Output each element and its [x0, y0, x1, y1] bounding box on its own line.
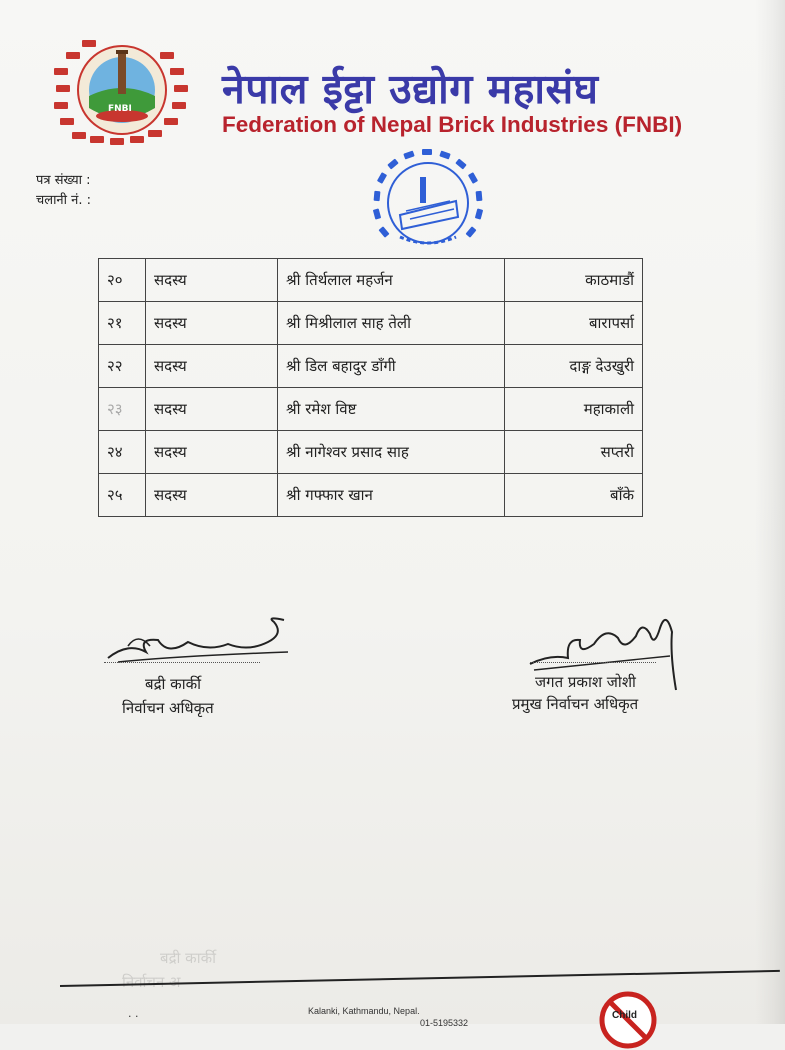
- page-edge-shadow: [755, 0, 785, 1024]
- bleed-through-text: निर्वाचन अ: [122, 973, 181, 991]
- member-name: श्री गफ्फार खान: [278, 474, 505, 517]
- serial-number: २३: [99, 388, 146, 431]
- bleed-through-text: बद्री कार्की: [160, 949, 216, 967]
- member-role: सदस्य: [146, 302, 278, 345]
- serial-number: २५: [99, 474, 146, 517]
- fnbi-logo: [52, 30, 192, 145]
- letter-number-label: पत्र संख्या :: [36, 173, 91, 188]
- member-name: श्री रमेश विष्ट: [278, 388, 505, 431]
- table-row: [99, 259, 643, 302]
- official-stamp-icon: [370, 145, 490, 265]
- member-district: महाकाली: [505, 388, 643, 431]
- member-role: सदस्य: [146, 474, 278, 517]
- serial-number: २४: [99, 431, 146, 474]
- member-name: श्री तिर्थलाल महर्जन: [278, 259, 505, 302]
- table-row: [99, 345, 643, 388]
- member-name: श्री मिश्रीलाल साह तेली: [278, 302, 505, 345]
- title-nepali: नेपाल ईट्टा उद्योग महासंघ: [222, 65, 599, 113]
- members-table: [98, 258, 643, 517]
- footer-phone: 01-5195332: [420, 1018, 469, 1028]
- member-district: सप्तरी: [505, 431, 643, 474]
- member-district: दाङ्ग देउखुरी: [505, 345, 643, 388]
- logo-text: FNBI: [108, 104, 132, 114]
- table-row: [99, 474, 643, 517]
- member-name: श्री नागेश्वर प्रसाद साह: [278, 431, 505, 474]
- member-role: सदस्य: [146, 388, 278, 431]
- member-name: श्री डिल बहादुर डाँगी: [278, 345, 505, 388]
- dispatch-number-label: चलानी नं. :: [36, 193, 92, 208]
- member-role: सदस्य: [146, 431, 278, 474]
- footer-address: Kalanki, Kathmandu, Nepal.: [308, 1006, 420, 1016]
- member-district: काठमाडौं: [505, 259, 643, 302]
- no-child-badge-text: Child: [612, 1010, 637, 1021]
- member-role: सदस्य: [146, 345, 278, 388]
- right-signature-line: [530, 662, 656, 663]
- left-signatory-name: बद्री कार्की: [145, 675, 201, 693]
- left-signature-line: [104, 662, 260, 663]
- footer-left-fragment: · ·: [128, 1010, 139, 1023]
- table-row: [99, 302, 643, 345]
- serial-number: २०: [99, 259, 146, 302]
- left-signatory-title: निर्वाचन अधिकृत: [122, 699, 214, 717]
- serial-number: २२: [99, 345, 146, 388]
- table-row: [99, 431, 643, 474]
- title-english: Federation of Nepal Brick Industries (FNBI): [222, 112, 683, 137]
- table-row: [99, 388, 643, 431]
- right-signatory-name: जगत प्रकाश जोशी: [535, 673, 636, 691]
- member-role: सदस्य: [146, 259, 278, 302]
- member-district: बाँके: [505, 474, 643, 517]
- member-district: बारापर्सा: [505, 302, 643, 345]
- right-signatory-title: प्रमुख निर्वाचन अधिकृत: [512, 695, 639, 713]
- left-signature: [98, 612, 298, 672]
- serial-number: २१: [99, 302, 146, 345]
